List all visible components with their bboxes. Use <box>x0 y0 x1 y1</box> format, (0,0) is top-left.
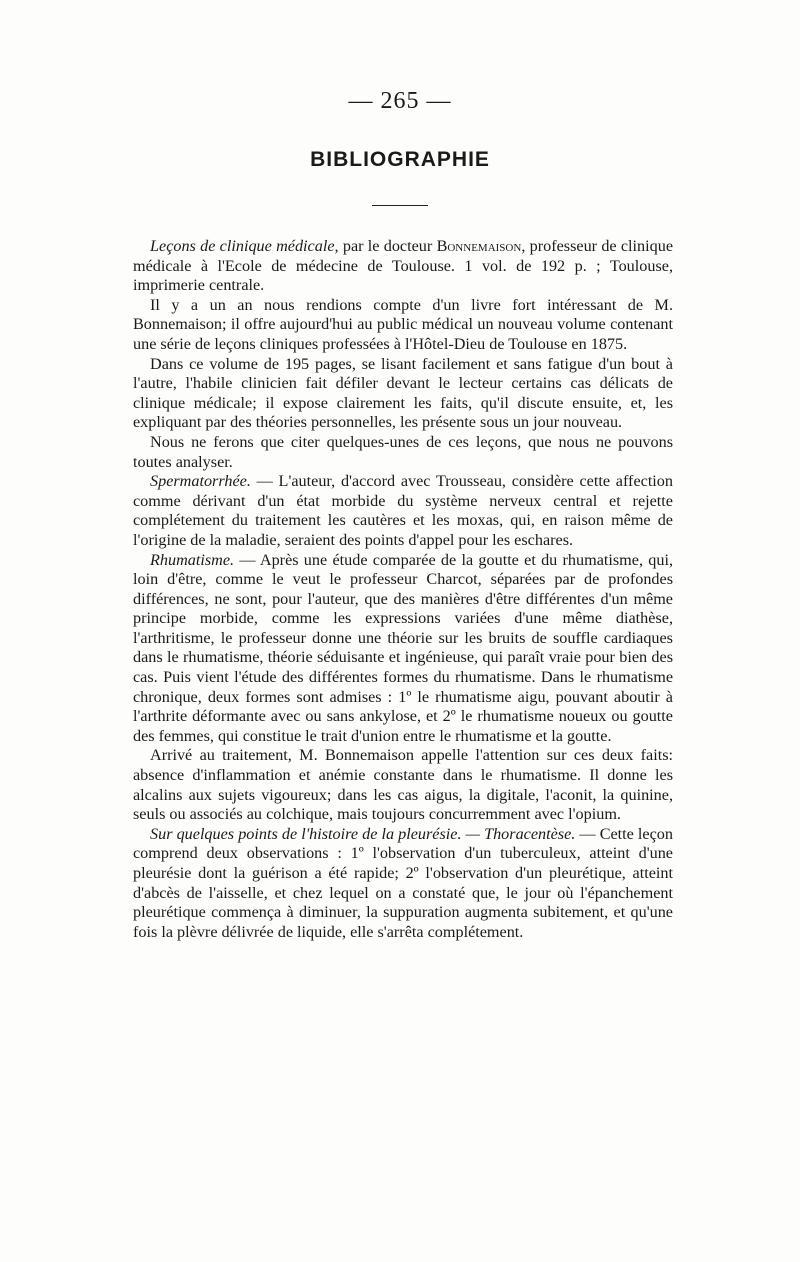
lesson-title: Sur quelques points de l'histoire de la pleurésie. — Thoracentèse. <box>150 824 576 843</box>
paragraph: Arrivé au traitement, M. Bonnemaison appelle l'attention sur ces deux faits: absence d'inflammation et anémie constante dans le rhumatisme. Il donne les alcalins aux sujets vigoureux; dans les cas aigus, la digitale, l'aconit, la quinine, seuls ou associés au colchique, mais toujours concurremment avec l'opium. <box>133 746 673 824</box>
section-title: BIBLIOGRAPHIE <box>310 148 490 171</box>
lesson-text: — Après une étude comparée de la goutte et du rhumatisme, qui, loin d'être, comme le veut le professeur Charcot, séparées par de profondes différences, ne sont, pour l'auteur, que des manières d'être différentes d'un même principe morbide, comme les expressions variées d'une même diathèse, l'arthritisme, le professeur donne une théorie sur les bruits de souffle cardiaques dans le rhumatisme, théorie séduisante et ingénieuse, qui paraît vraie pour bien des cas. Puis vient l'étude des différentes formes du rhumatisme. Dans le rhumatisme chronique, deux formes sont admises : 1º le rhumatisme aigu, pouvant aboutir à l'arthrite déformante avec ou sans ankylose, et 2º le rhumatisme noueux ou goutte des femmes, qui constitue le trait d'union entre le rhumatisme et la goutte. <box>133 550 673 745</box>
lesson-text: — Cette leçon comprend deux observations : 1º l'observation d'un tuberculeux, atteint d'une pleurésie dont la guérison a été rapide; 2º l'observation d'un pleurétique, atteint d'abcès de l'aisselle, et chez lequel on a constaté que, le jour où l'épanchement pleurétique commença à diminuer, la suppuration augmenta subitement, et qu'une fois la plèvre délivrée de liquide, elle s'arrêta complétement. <box>133 824 673 941</box>
lesson-text: — L'auteur, d'accord avec Trousseau, considère cette affection comme dérivant d'un état morbide du système nerveux central et rejette complétement du traitement les cautères et les moxas, qui, en raison même de l'origine de la maladie, seraient des points d'appel pour les eschares. <box>133 472 673 549</box>
lesson-title: Rhumatisme. <box>150 550 235 569</box>
author-name: Bonnemaison <box>436 237 522 255</box>
author-prefix: par le docteur <box>338 237 437 255</box>
paragraph-rhumatisme <box>133 551 673 747</box>
entry-details: , professeur de clinique médicale à l'Ecole de médecine de Toulouse. 1 vol. de 192 p. ; Toulouse, imprimerie centrale. <box>133 237 674 295</box>
paragraph: Dans ce volume de 195 pages, se lisant facilement et sans fatigue d'un bout à l'autre, l'habile clinicien fait défiler devant le lecteur certains cas délicats de clinique médicale; il expose clairement les faits, qu'il discute ensuite, et, les expliquant par des théories personnelles, les présente sous un jour nouveau. <box>133 354 673 432</box>
article-body <box>133 237 673 942</box>
title-rule <box>372 205 428 206</box>
paragraph: Il y a un an nous rendions compte d'un livre fort intéressant de M. Bonnemaison; il offre aujourd'hui au public médical un nouveau volume contenant une série de leçons cliniques professées à l'Hôtel-Dieu de Toulouse en 1875. <box>133 295 673 353</box>
paragraph-pleuresie <box>133 825 673 943</box>
paragraph-spermatorrhee <box>133 472 673 550</box>
paragraph: Nous ne ferons que citer quelques-unes de ces leçons, que nous ne pouvons toutes analyser. <box>133 432 673 471</box>
lesson-title: Spermatorrhée. <box>150 472 251 491</box>
page-number: — 265 — <box>348 88 452 114</box>
book-title: Leçons de clinique médicale, <box>150 237 339 255</box>
bibliographic-entry <box>133 237 673 296</box>
